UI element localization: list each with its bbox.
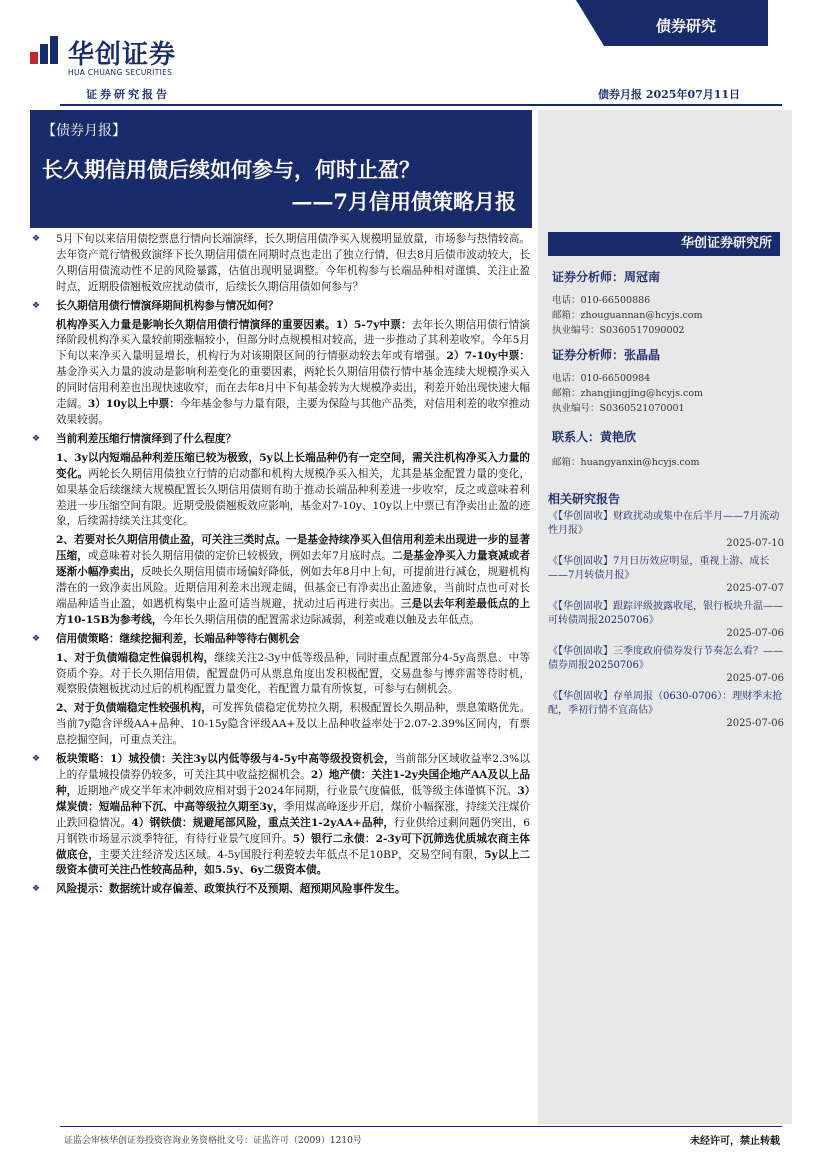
page-subtitle: ——7月信用债策略月报 [291,189,516,214]
bold-text: 3）煤炭债：短端品种下沉、中高等级拉久期至3y， [56,784,531,813]
bold-text: 2、对于负债端稳定性较强机构， [56,702,212,715]
institute-header: 华创证券研究所 [548,232,780,256]
bold-text: 当前利差压缩行情演绎到了什么程度？ [56,432,237,445]
bullet-icon: ❖ [32,884,41,895]
body-text: 主要关注经济发达区域。4-5y国股行利差较去年低点不足10BP，交易空间有限， [99,848,485,861]
bullet-icon: ❖ [32,234,41,244]
body-text: 当前部分区域收益率2.3%以上的存量城投债券仍较多，可关注其中收益挖掘机会。 [56,753,530,781]
analyst-email[interactable]: 邮箱：zhangjingjing@hcyjs.com [552,388,704,399]
report-body [30,232,530,901]
logo-cn: 华创证券 [68,40,177,70]
bold-text: 2）7-10y中票： [446,350,530,363]
footer-license: 证监会审核华创证券投资咨询业务资格批文号：证监许可（2009）1210号 [64,1136,362,1146]
body-text: 两轮长久期信用债独立行情的启动都和机构大规模净买入相关，尤其是基金配置力量的变化，如果基金后续继续大规模配置长久期信用债则有助于推动长端品种利差进一步收窄，反之或意味着利差进一步压缩空间有限。近期受股债翘板效应影响，基金对7-10y、10y以上中票已有净卖出止盈的迹象，后续需持续关注其变化。 [56,467,531,528]
analyst-name: 证券分析师：张晶晶 [552,348,661,362]
logo [28,30,208,90]
bold-text: 风险提示：数据统计或存偏差、政策执行不及预期、超预期风险事件发生。 [56,883,406,896]
bullet-paragraph [30,752,530,879]
related-report-date: 2025-07-07 [726,583,784,594]
related-report-title[interactable]: 《【华创固收】三季度政府债券发行节奏怎么看？——债券周报20250706》 [548,646,783,671]
related-report-date: 2025-07-10 [726,538,784,549]
bold-text: 板块策略：1）城投债：关注3y以内低等级与4-5y中高等级投资机会， [56,753,395,766]
header-rule [60,104,782,106]
section-tab: 债券研究 [604,0,768,46]
related-report-date: 2025-07-06 [726,718,784,729]
bullet-icon: ❖ [32,633,41,644]
analyst-phone: 电话：010-66500886 [552,295,651,306]
contact-email[interactable]: 邮箱：huangyanxin@hcyjs.com [552,457,700,468]
body-text: 5月下旬以来信用债挖票息行情向长端演绎，长久期信用债净买入规模明显放量，市场参与热情较高。去年资产荒行情极致演绎下长久期信用债在同期时点也走出了独立行情，但去8月后债市波动较大，长久期信用债流动性不足的风险暴露，估值出现明显调整。今年机构参与长端品种相对谨慎、关注止盈时点，近期股债翘板效应扰动债市，后续长久期信用债如何参与？ [56,233,530,293]
report-type: 证券研究报告 [86,88,170,101]
related-reports-list [548,510,784,729]
body-paragraph [30,451,530,531]
bold-text: 机构净买入力量是影响长久期信用债行情演绎的重要因素。1）5-7y中票： [56,318,412,331]
bullet-paragraph [30,432,530,448]
analyst-license: 执业编号：S0360521070001 [552,403,685,414]
related-report[interactable] [548,645,784,684]
analyst-2 [552,346,703,416]
contact [552,428,699,470]
bullet-icon: ❖ [32,300,41,311]
bold-text: 二是基金净买入力量衰减或者逐渐小幅净卖出， [56,550,530,579]
bold-text: 5y以上二级资本债可关注凸性较高品种，如5.5y、6y二级资本债。 [56,848,531,877]
body-text: 继续关注2-3y中低等级品种，同时重点配置部分4-5y高票息、中等资质个券。对于长久期信用债，配置盘仍可从票息角度出发积极配置，交易盘参与博弈需等待时机，观察股债翘板扰动过后的机构配置力量变化，若配置力量有所恢复，可参与右侧机会。 [56,651,530,696]
analyst-phone: 电话：010-66500984 [552,373,651,384]
body-text: 今年基金参与力量有限，主要为保险与其他产品类，对信用利差的收窄推动效果较弱。 [56,398,531,426]
related-report[interactable] [548,555,784,594]
related-reports-heading: 相关研究报告 [548,492,621,506]
title-banner [30,110,532,228]
body-text: 去年长久期信用债行情演绎阶段机构净买入量较前期涨幅较小，但部分时点规模相对较高，进一步推动了其利差收窄。今年5月下旬以来净买入量明显增长，机构行为对该期限区间的行情驱动较去年或有增强。 [56,318,530,363]
report-date: 债券月报 2025年07月11日 [598,88,741,101]
related-report-date: 2025-07-06 [726,628,784,639]
analyst-license: 执业编号：S0360517090002 [552,325,685,336]
body-text: 或意味着对长久期信用债的定价已较极致，例如去年7月底时点。 [87,550,392,563]
related-report-title[interactable]: 《【华创固收】存单周报（0630-0706）：理财季末抢配，季初行情不宜高估》 [548,691,783,716]
bullet-icon: ❖ [32,754,41,765]
bold-text: 三是以去年利差最低点的上方10-15B为参考线， [56,597,530,626]
bold-text: 2、若要对长久期信用债止盈，可关注三类时点。一是基金持续净买入但信用利差未出现进一步的显著压缩， [56,534,530,563]
body-text: 今年长久期信用债的配置需求边际减弱，利差或难以触及去年低点。 [162,613,481,626]
bold-text: 2）地产债：关注1-2y央国企地产AA及以上品种， [56,769,530,797]
body-text: 季用煤高峰逐步开启，煤价小幅探涨，持续关注煤价止跌回稳情况。 [56,800,530,829]
bullet-paragraph [30,232,530,296]
analyst-email[interactable]: 邮箱：zhouguannan@hcyjs.com [552,310,703,321]
bullet-icon: ❖ [32,433,41,444]
bullet-paragraph [30,299,530,315]
body-text: 近期地产成交半年末冲刺效应相对弱于2024年同期，行业景气度偏低，低等级主体谨慎下沉。 [77,784,518,797]
related-report[interactable] [548,690,784,729]
body-text: 反映长久期信用债市场偏好降低，例如去年8月中上旬，可提前进行减仓，规避机构潜在的一致净卖出风险。近期信用利差未出现走阔，但基金已有净卖出止盈迹象，当前时点也可对长端品种适当止盈，如遇机构集中止盈可适当规避，扰动过后再进行卖出。 [56,566,531,610]
bold-text: 3）10y以上中票： [87,398,180,411]
body-paragraph [30,533,530,628]
logo-en: HUA CHUANG SECURITIES [68,68,173,77]
bold-text: 1、3y以内短端品种利差压缩已较为极致，5y以上长端品种仍有一定空间，需关注机构净买入力量的变化。 [56,451,530,480]
body-text: 可发挥负债稳定优势拉久期，积极配置长久期品种，票息策略优先。当前7y隐含评级AA+品种、10-15y隐含评级AA+及以上品种收益率处于2.07-2.39%区间内，有票息挖掘空间，可重点关注。 [56,702,530,747]
analyst-name: 证券分析师：周冠南 [552,270,661,284]
related-report[interactable] [548,600,784,639]
footer-notice: 未经许可，禁止转载 [690,1136,780,1147]
bold-text: 4）钢铁债：规避尾部风险，重点关注1-2yAA+品种， [131,816,395,829]
bold-text: 1、对于负债端稳定性偏弱机构， [56,651,215,664]
page-title: 长久期信用债后续如何参与，何时止盈？ [42,157,420,182]
bold-text: 信用债策略：继续挖掘利差，长端品种等待右侧机会 [56,632,300,645]
body-text: 基金净买入力量的波动是影响利差变化的重要因素，两轮长久期信用债行情中基金连续大规模净买入的同时信用利差也出现快速收窄，而在去年8月中下旬基金转为大规模净卖出，利差开始出现快速大幅走阔。 [56,366,530,411]
related-report-title[interactable]: 《【华创固收】财政扰动或集中在后半月——7月流动性月报》 [548,511,780,536]
footer-rule [60,1126,782,1127]
body-paragraph [30,651,530,699]
body-text: 行业供给过剩问题仍突出，6月钢铁市场显示淡季特征，有待行业景气度回升。 [56,816,531,845]
related-report-title[interactable]: 《【华创固收】7月日历效应明显，重视上游、成长——7月转债月报》 [548,556,770,581]
bold-text: 5）银行二永债：2-3y可下沉筛选优质城农商主体做底仓， [56,832,531,861]
body-paragraph [30,318,530,429]
contact-name: 联系人：黄艳欣 [552,430,637,444]
bullet-paragraph [30,632,530,648]
related-report[interactable] [548,510,784,549]
banner-tag: 【债券月报】 [42,123,126,139]
related-report-date: 2025-07-06 [726,673,784,684]
body-paragraph [30,701,530,749]
analyst-1 [552,268,703,338]
related-report-title[interactable]: 《【华创固收】跟踪评级披露收尾，银行板块升温——可转债周报20250706》 [548,601,783,626]
bullet-paragraph [30,882,530,898]
bold-text: 长久期信用债行情演绎期间机构参与情况如何？ [56,299,279,312]
logo-mark-icon [28,34,60,66]
